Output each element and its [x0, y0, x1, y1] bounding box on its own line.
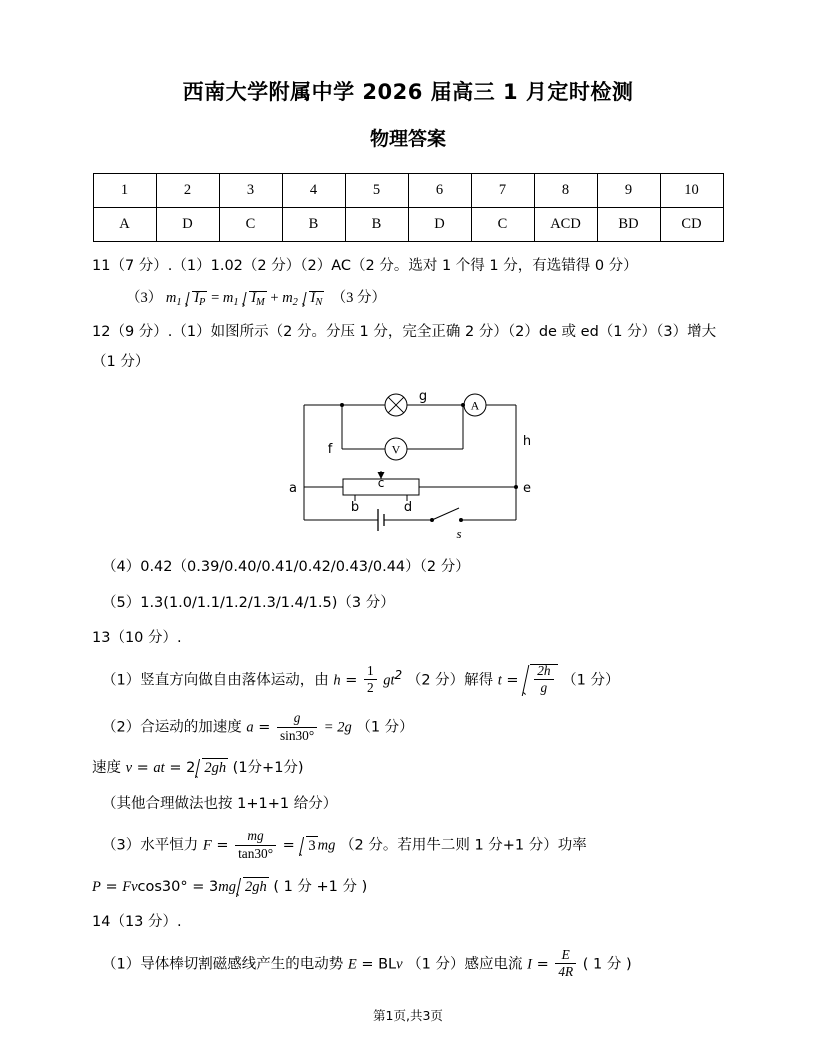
- q13-p5-F: F: [202, 838, 212, 855]
- q14-lead: 14（13 分）.: [92, 914, 182, 931]
- q14-part1: [102, 947, 724, 981]
- q13-p1-rad-num: 2h: [534, 663, 553, 681]
- q13-p6-P: P: [92, 878, 101, 895]
- svg-text:a: a: [288, 481, 297, 497]
- q13-p6-eq2: = 3: [192, 878, 219, 895]
- q13-p1-text: （1）竖直方向做自由落体运动，由: [102, 672, 329, 689]
- circuit-figure: [93, 383, 724, 543]
- svg-text:h: h: [522, 434, 531, 450]
- q11-part3-prefix: （3）: [126, 290, 163, 307]
- q13-p2-score: （1 分）: [356, 719, 414, 736]
- q13-p1-rad-frac: [534, 663, 553, 697]
- q13-p5-frac-den: tan30°: [238, 846, 274, 862]
- svg-text:c: c: [377, 476, 384, 491]
- q14-p1-score2: ( 1 分 ): [582, 956, 632, 973]
- table-cell: 3: [219, 174, 282, 208]
- q11-eq: =: [211, 290, 220, 307]
- answer-table: [93, 173, 724, 242]
- q13-p6-cos: cos30°: [137, 878, 188, 895]
- q13-p3-rad-value: 2gh: [204, 760, 227, 777]
- q13-p1-frac-den: 2: [366, 680, 374, 696]
- q13-p1-gt-exp: 2: [394, 667, 403, 682]
- q13-p6-Fv: Fv: [122, 878, 138, 895]
- table-cell: A: [93, 208, 156, 242]
- q13-p5-mg: mg: [317, 838, 336, 855]
- q14-p1-frac-den: 4R: [558, 964, 574, 980]
- q13-part3: [92, 757, 724, 779]
- svg-text:f: f: [327, 442, 332, 458]
- q14-p1-eq: = BL: [361, 956, 397, 973]
- q13-p3-at: at: [153, 760, 165, 777]
- q13-p6-score: ( 1 分 +1 分 ): [273, 878, 368, 895]
- q13-p3-v: v: [125, 760, 133, 777]
- q13-p5-rad: [299, 835, 317, 857]
- page-subtitle: 物理答案: [369, 128, 446, 150]
- table-cell: C: [219, 208, 282, 242]
- table-cell: 2: [156, 174, 219, 208]
- q13-part2: [102, 710, 724, 744]
- q11-rad-im: [242, 290, 267, 308]
- table-cell: 4: [282, 174, 345, 208]
- q13-p1-score2: （1 分）: [562, 672, 620, 689]
- q14-p1-E: E: [347, 956, 357, 973]
- table-cell: 9: [597, 174, 660, 208]
- q11-m2-sub: 2: [292, 297, 298, 309]
- table-cell: 5: [345, 174, 408, 208]
- q11-rad-im-sub: M: [256, 297, 265, 309]
- q13-p1-eq: =: [345, 672, 358, 689]
- q13-p1-score: （2 分）解得: [406, 672, 494, 689]
- q14-p1-eq2: =: [536, 956, 549, 973]
- q12-line5: （5）1.3(1.0/1.1/1.2/1.3/1.4/1.5)（3 分）: [102, 594, 395, 611]
- q13-p5-score: （2 分。若用牛二则 1 分+1 分）功率: [340, 838, 587, 855]
- svg-text:A: A: [470, 398, 479, 413]
- table-cell: 7: [471, 174, 534, 208]
- q13-part5: [102, 828, 724, 862]
- q11-rad-in-value: I: [310, 290, 316, 307]
- table-row-answers: [93, 208, 723, 242]
- q13-p2-eq: =: [258, 719, 271, 736]
- q13-p5-eq: =: [216, 838, 229, 855]
- q13-p1-eq2: =: [506, 672, 519, 689]
- q13-p2-a: a: [246, 719, 254, 736]
- svg-text:d: d: [403, 500, 412, 516]
- svg-text:s: s: [455, 526, 462, 542]
- q13-p1-h: h: [333, 672, 341, 689]
- q13-part6: [92, 876, 724, 898]
- q13-p2-frac-num: g: [277, 710, 317, 728]
- page-footer: 第1页,共3页: [373, 1008, 443, 1023]
- q12-line2: （1 分）: [92, 353, 150, 370]
- table-cell: 10: [660, 174, 723, 208]
- table-row-numbers: [93, 174, 723, 208]
- q13-p1-t: t: [497, 672, 502, 689]
- q13-lead: 13（10 分）.: [92, 630, 182, 647]
- q11-rad-ip: [185, 290, 207, 308]
- q11-plus: +: [270, 290, 279, 307]
- q13-p6-mg: mg: [218, 878, 236, 895]
- q11-m2: m: [282, 290, 293, 307]
- q11-lead: 11（7 分）.（1）1.02（2 分）（2）AC（2 分。选对 1 个得 1 分，有选错得 0 分）: [92, 258, 638, 274]
- q14-p1-frac-num: E: [555, 947, 576, 965]
- svg-text:V: V: [391, 442, 400, 457]
- table-cell: D: [408, 208, 471, 242]
- q13-p5-frac: [235, 828, 276, 862]
- q13-part4: （其他合理做法也按 1+1+1 给分）: [102, 795, 338, 812]
- q13-p2-text: （2）合运动的加速度: [102, 719, 242, 736]
- q14-p1-frac: [555, 947, 576, 981]
- q14-p1-v: v: [396, 956, 403, 973]
- svg-text:e: e: [522, 481, 531, 497]
- table-cell: ACD: [534, 208, 597, 242]
- q13-part1: [102, 663, 724, 697]
- q13-p3-text: 速度: [92, 760, 121, 777]
- q12-line1: 12（9 分）.（1）如图所示（2 分。分压 1 分，完全正确 2 分）（2）de 或 ed（1 分）（3）增大: [92, 324, 717, 341]
- table-cell: CD: [660, 208, 723, 242]
- q12-line4: （4）0.42（0.39/0.40/0.41/0.42/0.43/0.44）（2 分）: [102, 559, 470, 576]
- q11-m1: m: [165, 290, 177, 307]
- q14-p1-I: I: [527, 956, 532, 973]
- q13-p3-eq: =: [136, 760, 149, 777]
- svg-text:b: b: [350, 500, 359, 516]
- q13-p3-rad: [195, 757, 228, 779]
- q11-rad-ip-value: I: [194, 290, 200, 307]
- q11-part3-suffix: （3 分）: [331, 290, 386, 307]
- q11-m1b-sub: 1: [233, 297, 239, 309]
- q13-p2-eq2: = 2g: [323, 719, 352, 736]
- q13-p5-frac-num: mg: [235, 828, 276, 846]
- table-cell: B: [282, 208, 345, 242]
- q13-p3-eq2: =: [169, 760, 182, 777]
- q13-p1-rad: [523, 663, 557, 697]
- q11-rad-ip-sub: P: [199, 297, 206, 309]
- q13-p2-frac-den: sin30°: [279, 727, 315, 743]
- table-cell: BD: [597, 208, 660, 242]
- q11-rad-in: [302, 290, 325, 308]
- q14-p1-text: （1）导体棒切割磁感线产生的电动势: [102, 956, 344, 973]
- q13-p1-gt: gt: [383, 672, 395, 689]
- q13-p2-frac: [277, 710, 317, 744]
- q13-p1-rad-den: g: [540, 680, 548, 696]
- q13-p5-rad-value: 3: [308, 838, 316, 855]
- q13-p5-text: （3）水平恒力: [102, 838, 199, 855]
- q13-p1-frac-num: 1: [364, 663, 377, 681]
- q11-rad-im-value: I: [251, 290, 257, 307]
- q11-m1-sub: 1: [176, 297, 182, 309]
- table-cell: 1: [93, 174, 156, 208]
- q11-part3: [126, 286, 724, 308]
- q13-p1-frac: [364, 663, 377, 697]
- q13-p6-rad: [236, 876, 269, 898]
- table-cell: B: [345, 208, 408, 242]
- page-title: 西南大学附属中学 2026 届高三 1 月定时检测: [182, 80, 634, 104]
- svg-text:g: g: [418, 389, 427, 405]
- q11-rad-in-sub: N: [315, 297, 323, 309]
- q11-m1b: m: [222, 290, 234, 307]
- table-cell: D: [156, 208, 219, 242]
- table-cell: C: [471, 208, 534, 242]
- q14-p1-score: （1 分）感应电流: [407, 956, 523, 973]
- q13-p6-rad-value: 2gh: [244, 878, 267, 895]
- q13-p3-score: (1分+1分): [232, 760, 304, 777]
- q13-p6-eq: =: [105, 878, 118, 895]
- q13-p3-coef: 2: [186, 760, 196, 777]
- table-cell: 6: [408, 174, 471, 208]
- table-cell: 8: [534, 174, 597, 208]
- q13-p5-eq2: =: [282, 838, 295, 855]
